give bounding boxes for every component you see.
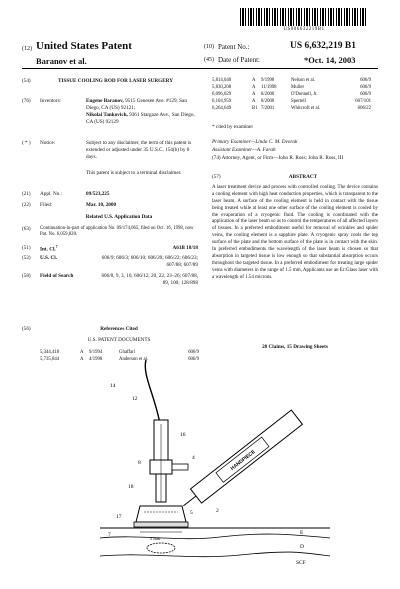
field-search-value: 606/8, 9, 3, 10, 606/12, 20, 22, 23–26; 607/88, 89, 100; 128/898	[101, 273, 198, 287]
barcode-number: US006632219B1	[283, 27, 325, 32]
ref-date: 11/1998	[261, 84, 277, 90]
ref-kind: A	[252, 91, 256, 97]
continuation-text: Continuation-in-part of application No. 09/174,065, filed on Oct. 16, 1998, now Pat. No. 6,059,820.	[40, 226, 194, 238]
refs-right-list	[212, 78, 371, 113]
label-18: 18	[128, 484, 134, 490]
ref-class: 606/22	[357, 105, 371, 111]
ref-kind: A	[252, 98, 256, 104]
ref-kind: A	[252, 78, 256, 83]
patent-number: US 6,632,219 B1	[290, 41, 356, 51]
label-D: D	[300, 544, 304, 550]
target-region	[147, 543, 175, 553]
ref-kind: A	[252, 84, 256, 90]
attorney: (74) Attorney, Agent, or Firm—John R. Ross; John R. Ross, III	[212, 155, 344, 161]
ref-name: Ghaffari	[119, 350, 136, 355]
ref-name: Spertell	[291, 98, 306, 104]
inventor-2-address: 9361 Stargaze Ave., San Diego, CA (US) 92129	[86, 112, 195, 126]
notice-text: Subject to any disclaimer, the term of this patent is extended or adjusted under 35 U.S.C. 154(b) by 0 days.	[86, 140, 192, 161]
ref-name: Anderson et al.	[119, 356, 149, 362]
label-17: 17	[116, 514, 122, 520]
handpiece-text: HANDPIECE	[229, 449, 257, 472]
inventor-short: Baranov et al.	[36, 56, 87, 66]
inventors-text	[86, 98, 198, 126]
ref-date: 7/2001	[261, 105, 275, 111]
epidermis-line	[100, 534, 330, 539]
label-14: 14	[110, 383, 116, 389]
fiber-cable	[145, 360, 160, 424]
label-12: 12	[132, 396, 138, 402]
int-cl-label	[40, 245, 58, 253]
appl-no-value: 09/523,225	[86, 191, 110, 197]
code-notice: ( * )	[22, 140, 31, 146]
table-row	[212, 78, 371, 85]
ref-date: 4/1998	[89, 356, 103, 362]
date-label: Date of Patent:	[218, 56, 260, 64]
primary-examiner: Primary Examiner—Linda C. M. Dvorak	[212, 139, 298, 145]
filed-value: Mar. 10, 2000	[86, 202, 117, 208]
ref-number: 5,814,040	[212, 78, 232, 83]
us-cl-value: 606/9; 606/3; 606/10; 606/20; 606/22; 606/23; 607/88; 607/89	[101, 255, 198, 269]
code-12: (12)	[22, 46, 32, 52]
ref-number: 6,096,029	[212, 91, 232, 97]
label-16: 16	[180, 432, 186, 438]
int-cl-sup: 7	[55, 245, 58, 249]
code-21: (21)	[22, 191, 31, 197]
table-row	[212, 92, 371, 99]
ref-number: 5,344,418	[40, 350, 60, 355]
code-76: (76)	[22, 98, 31, 104]
ref-number: 6,104,959	[212, 98, 232, 104]
code-22: (22)	[22, 202, 31, 208]
device-drawing	[100, 356, 330, 578]
ref-class: 607/101	[355, 98, 371, 104]
int-cl-text: Int. Cl.	[40, 246, 56, 253]
appl-no-label: Appl. No.:	[40, 191, 63, 197]
us-patent-docs-heading: U.S. PATENT DOCUMENTS	[87, 337, 151, 343]
table-row	[212, 106, 371, 113]
ref-date: 9/1994	[89, 350, 103, 355]
patent-no-label: Patent No.:	[218, 43, 250, 51]
ref-name: Nelson et al.	[291, 78, 316, 83]
barcode	[240, 8, 368, 26]
label-E: E	[300, 530, 304, 536]
us-cl-label: U.S. Cl.	[40, 255, 58, 261]
ref-name: Whitcroft et al.	[291, 105, 321, 111]
abstract-text: A laser treatment device and process with controlled cooling. The device contains a cooling element with high heat conduction properties, which is transparent to the laser beam. A surface of the cooling element is held in contact with the tissue being treated while at least one other surface of the cooling element is cooled by the evaporation of a cryogenic fluid. The cooling is coordinated with the application of the laser beam so as to control the temperatures of all affected layers of tissues. In a preferred embodiment useful for removal of wrinkles and spider veins, the cooling element is a sapphire plate. A cryogenic spray cools the top surface of the plate and the bottom surface of the plate is in contact with the skin. In preferred embodiments the wavelength of the laser beam is chosen so that absorption in targeted tissue is low enough so that substantial absorption occurs throughout the targeted tissue. In a preferred embodiment for treating large spider veins with diameters in the range of 1.5 mm, Applicants use an Er:Glass laser with a wavelength of 1.54 microns.	[212, 185, 378, 280]
cooling-chamber	[136, 506, 186, 522]
side-port	[172, 464, 188, 470]
table-row	[212, 85, 371, 92]
table-row	[212, 99, 371, 106]
assistant-examiner: Assistant Examiner—A. Farah	[212, 147, 276, 153]
inventor-1-name: Eugene Baranov,	[86, 98, 124, 104]
terminal-disclaimer: This patent is subject to a terminal disclaimer.	[86, 170, 182, 176]
code-51: (51)	[22, 245, 31, 251]
ref-date: 8/2000	[261, 98, 275, 104]
patent-date: *Oct. 14, 2003	[304, 55, 356, 65]
code-45: (45)	[204, 57, 214, 63]
related-data-heading: Related U.S. Application Data	[85, 214, 153, 220]
patent-office-title: United States Patent	[36, 40, 132, 52]
ref-date: 8/2000	[261, 91, 275, 97]
inventors-label: Inventors:	[40, 98, 62, 104]
label-5: 5	[190, 510, 193, 516]
filed-label: Filed:	[40, 202, 53, 208]
header-rule	[22, 68, 378, 69]
ref-name: O'Donnell, Jr.	[291, 91, 318, 97]
ref-class: 606/9	[360, 91, 371, 97]
ref-number: 5,830,208	[212, 84, 232, 90]
code-63: (63)	[22, 226, 31, 232]
label-4: 4	[192, 455, 195, 461]
notice-label: Notice:	[40, 140, 56, 146]
beam-line	[183, 496, 196, 506]
claims-summary: 28 Claims, 15 Drawing Sheets	[262, 344, 328, 350]
code-58: (58)	[22, 273, 31, 279]
code-10: (10)	[204, 44, 214, 50]
ref-date: 9/1998	[261, 78, 275, 83]
code-54: (54)	[22, 78, 31, 84]
ref-kind: A	[80, 350, 84, 355]
references-heading: References Cited	[100, 326, 138, 332]
ref-class: 606/9	[188, 350, 199, 355]
label-7: 7	[108, 532, 111, 538]
label-2: 2	[216, 508, 219, 514]
label-8: 8	[138, 460, 141, 466]
code-57: (57)	[212, 174, 221, 180]
inventor-1-address: 9515 Genesee Ave. #129, San Diego, CA (US) 92121;	[86, 98, 187, 112]
ref-name: Muller	[291, 84, 305, 90]
code-52: (52)	[22, 255, 31, 261]
ref-kind: B1	[252, 105, 258, 111]
ref-number: 5,735,844	[40, 356, 60, 362]
label-5mm: 5 mm	[150, 536, 161, 541]
inventor-2-name: Nikolai Tankovich,	[86, 112, 128, 119]
ref-class: 606/9	[360, 78, 371, 83]
label-SCF: SCF	[296, 560, 306, 566]
dermis-line	[100, 552, 330, 557]
code-56: (56)	[22, 326, 31, 332]
invention-title: TISSUE COOLING ROD FOR LASER SURGERY	[58, 78, 173, 84]
sapphire-plate	[134, 522, 188, 527]
ref-class: 606/9	[188, 356, 199, 362]
abstract-heading: ABSTRACT	[288, 174, 318, 180]
field-search-label: Field of Search	[40, 273, 74, 279]
ref-kind: A	[80, 356, 84, 362]
ref-number: 6,264,649	[212, 105, 232, 111]
int-cl-value: A61B 18/18	[172, 245, 198, 251]
ref-class: 606/9	[360, 84, 371, 90]
cited-by-examiner: * cited by examiner	[212, 124, 254, 130]
